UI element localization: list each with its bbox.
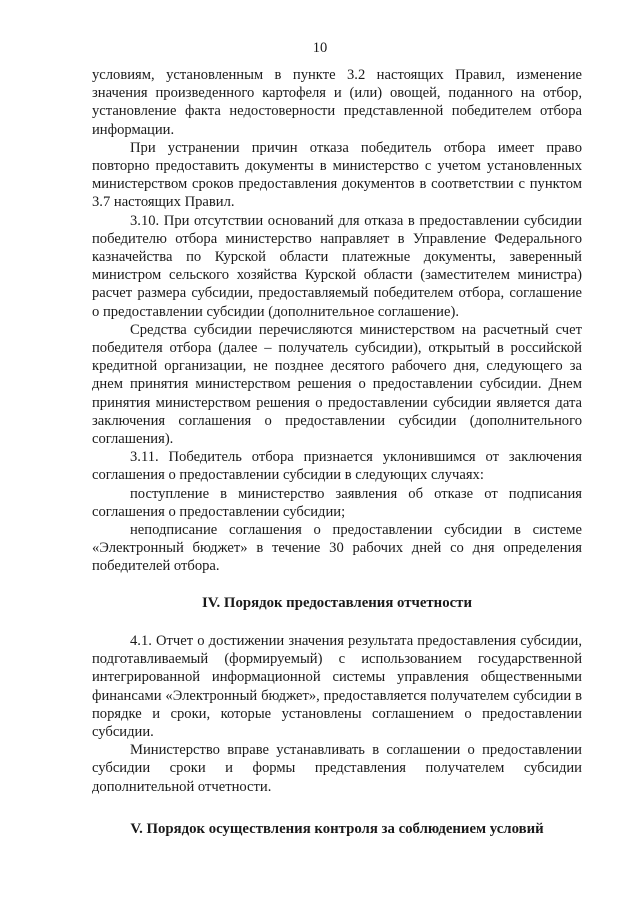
paragraph-refusal-case: поступление в министерство заявления об отказе от подписания соглашения о предоставлении субсидии; xyxy=(92,485,582,520)
paragraph-3-11: 3.11. Победитель отбора признается уклонившимся от заключения соглашения о предоставлении субсидии в следующих случаях: xyxy=(92,449,582,484)
paragraph-4-1: 4.1. Отчет о достижении значения результата предоставления субсидии, подготавливаемый (формируемый) с использованием государственной интегрированной информационной системы управления общественными финансами «Электронный бюджет», предоставляется получателем субсидии в порядке и сроки, которые установлены соглашением о предоставлении субсидии. xyxy=(92,632,582,740)
paragraph-3-10: 3.10. При отсутствии оснований для отказа в предоставлении субсидии победителю отбора министерство направляет в Управление Федерального казначейства по Курской области платежные документы, заверенный министром сельского хозяйства Курской области (заместителем министра) расчет размера субсидии, предоставляемый победителем отбора, соглашение о предоставлении субсидии (дополнительное соглашение). xyxy=(92,212,582,320)
section-v-heading: V. Порядок осуществления контроля за соблюдением условий xyxy=(130,820,544,837)
paragraph-subsidy-transfer: Средства субсидии перечисляются министерством на расчетный счет победителя отбора (далее – получатель субсидии), открытый в российской кредитной организации, не позднее десятого рабочего дня, следующего за днем принятия министерством решения о предоставлении субсидии. Днем принятия министерством решения о предоставлении субсидии является дата заключения соглашения о предоставлении субсидии (дополнительного соглашения). xyxy=(92,321,582,448)
page-number: 10 xyxy=(312,40,328,56)
document-body xyxy=(92,66,582,838)
section-iv-heading: IV. Порядок предоставления отчетности xyxy=(202,594,472,611)
paragraph-resubmission: При устранении причин отказа победитель отбора имеет право повторно предоставить документы в министерство с учетом установленных министерством сроков предоставления документов в соответствии с пунктом 3.7 настоящих Правил. xyxy=(92,139,582,211)
paragraph-additional-reporting: Министерство вправе устанавливать в соглашении о предоставлении субсидии сроки и формы представления получателем субсидии дополнительной отчетности. xyxy=(92,742,582,795)
paragraph-continuation: условиям, установленным в пункте 3.2 настоящих Правил, изменение значения произведенного картофеля и (или) овощей, поданного на отбор, установление факта недостоверности представленной победителем отбора информации. xyxy=(92,67,582,138)
paragraph-unsigned-case: неподписание соглашения о предоставлении субсидии в системе «Электронный бюджет» в течение 30 рабочих дней со дня определения победителей отбора. xyxy=(92,522,582,575)
